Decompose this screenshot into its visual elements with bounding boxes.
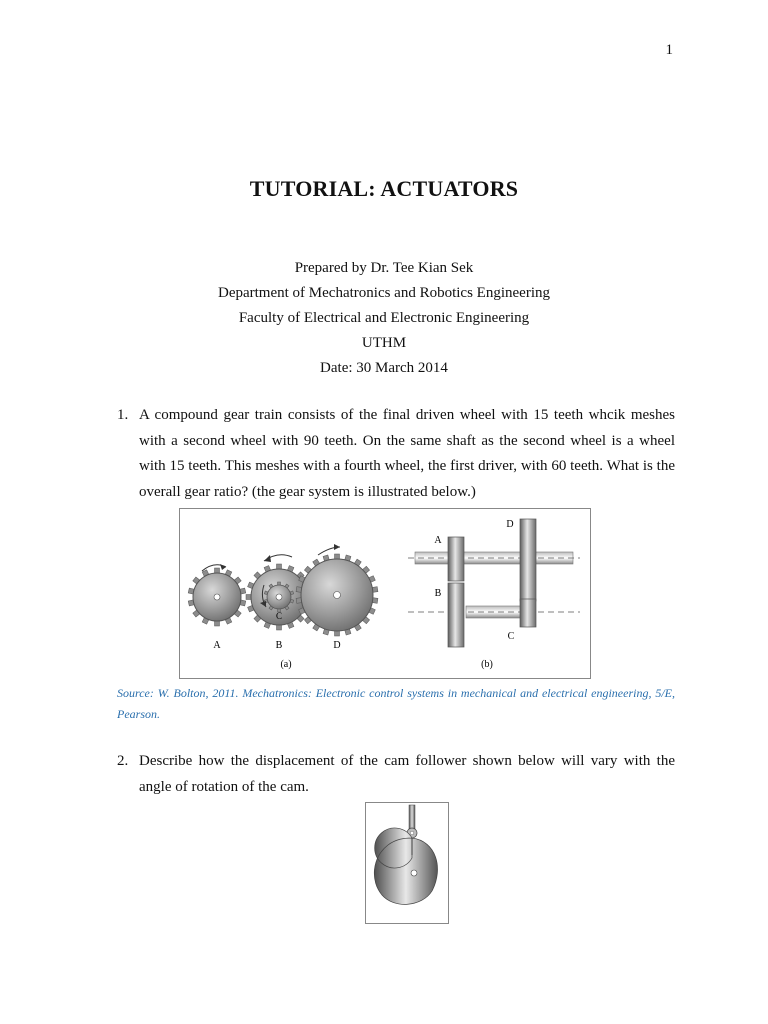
- label-b-wheel-c: C: [507, 631, 515, 642]
- label-b-wheel-b: B: [434, 588, 442, 599]
- question-text: Describe how the displacement of the cam follower shown below will vary with the angle of rotation of the cam.: [139, 753, 675, 795]
- label-a-gear-d: D: [333, 640, 341, 651]
- date: Date: 30 March 2014: [320, 360, 448, 376]
- gear-d: [296, 554, 378, 636]
- question-2: [117, 749, 675, 800]
- label-a-gear-a: A: [213, 640, 221, 651]
- question-1: [117, 403, 675, 505]
- faculty: Faculty of Electrical and Electronic Engineering: [238, 310, 530, 326]
- follower-pin: [410, 831, 414, 835]
- arrowhead-a: [220, 564, 226, 570]
- label-b-wheel-a: A: [434, 535, 442, 546]
- cam-figure: [365, 802, 449, 924]
- page-number: 1: [665, 42, 673, 58]
- author-info: [0, 256, 768, 381]
- document-title: TUTORIAL: ACTUATORS: [249, 176, 519, 201]
- wheel-b-side: [448, 583, 464, 647]
- wheel-d-side: [520, 519, 536, 601]
- arrowhead-d: [334, 544, 340, 550]
- department: Department of Mechatronics and Robotics Engineering: [218, 285, 550, 301]
- gear-train-illustration: [180, 509, 590, 678]
- question-text: A compound gear train consists of the final driven wheel with 15 teeth whcik meshes with a second wheel with 90 teeth. On the same shaft as the second wheel is a wheel with 15 teeth. This meshes with a fourth wheel, the first driver, with 60 teeth. What is the overall gear ratio? (the gear system is illustrated below.): [139, 407, 675, 500]
- label-a-gear-b: B: [275, 640, 283, 651]
- question-number: 2.: [117, 753, 129, 769]
- wheel-c-side: [520, 599, 536, 627]
- gear-train-figure: [179, 508, 591, 679]
- label-a-gear-c: C: [275, 611, 283, 621]
- question-number: 1.: [117, 407, 129, 423]
- cam-profile: [374, 828, 437, 904]
- cam-illustration: [366, 803, 448, 923]
- figure-source: Source: W. Bolton, 2011. Mechatronics: Electronic control systems in mechanical and electrical engineering, 5/E, Pearson.: [117, 686, 675, 721]
- label-b-wheel-d: D: [506, 519, 514, 530]
- wheel-a-side: [448, 537, 464, 581]
- caption-b: (b): [481, 659, 493, 670]
- gear-a: [188, 568, 246, 626]
- prepared-by: Prepared by Dr. Tee Kian Sek: [294, 260, 474, 276]
- university: UTHM: [361, 335, 407, 351]
- cam-shaft: [411, 870, 417, 876]
- caption-a: (a): [280, 659, 292, 670]
- follower-rod: [409, 805, 415, 829]
- arrowhead-b: [264, 555, 271, 562]
